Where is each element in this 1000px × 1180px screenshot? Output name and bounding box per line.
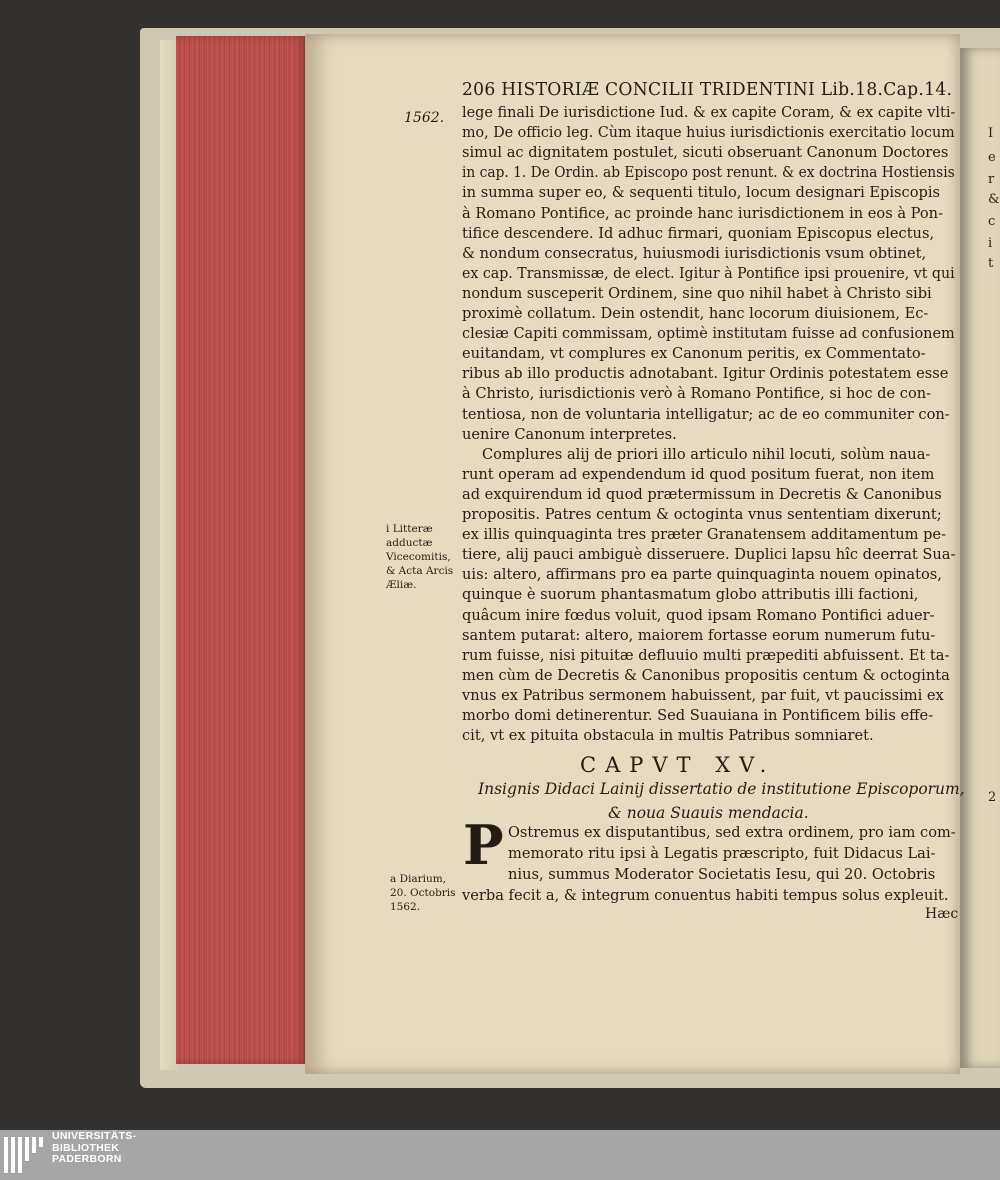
body-line: ad exquirendum id quod prætermissum in Decretis & Canonibus (462, 485, 942, 503)
chapter-heading: CAPVT XV. (580, 753, 776, 777)
chapter-subtitle-2: & noua Suauis mendacia. (608, 804, 809, 822)
body-line: in cap. 1. De Ordin. ab Episcopo post renunt. & ex doctrina Hostiensis (462, 164, 955, 182)
body-line: men cùm de Decretis & Canonibus propositis centum & octoginta (462, 666, 950, 684)
body-line: tifice descendere. Id adhuc firmari, quoniam Episcopus electus, (462, 224, 935, 242)
chapter-line: verba fecit a, & integrum conuentus habiti tempus solus expleuit. (462, 887, 949, 904)
body-line: ex cap. Transmissæ, de elect. Igitur à Pontifice ipsi prouenire, vt qui (462, 264, 955, 282)
body-line: ribus ab illo productis adnotabant. Igitur Ordinis potestatem esse (462, 365, 949, 383)
body-line: tentiosa, non de voluntaria intelligatur; ac de eo communiter con- (462, 405, 950, 423)
catchword: Hæc (925, 906, 959, 922)
body-line: lege finali De iurisdictione Iud. & ex capite Coram, & ex capite vlti- (462, 104, 956, 121)
library-name-line-3: PADERBORN (52, 1153, 122, 1165)
margin-note-diarium: a Diarium, 20. Octobris 1562. (390, 873, 456, 913)
chapter-line: Ostremus ex disputantibus, sed extra ordinem, pro iam com- (508, 824, 956, 841)
body-line: ex illis quinquaginta tres præter Granatensem additamentum pe- (462, 526, 947, 544)
footer-bar (0, 1130, 1000, 1180)
library-name (52, 1131, 136, 1166)
body-line: runt operam ad expendendum id quod positum fuerat, non item (462, 465, 935, 483)
chapter-line: nius, summus Moderator Societatis Iesu, qui 20. Octobris (508, 866, 936, 883)
body-line: à Christo, iurisdictionis verò à Romano Pontifice, si hoc de con- (462, 385, 932, 403)
body-line: tiere, alij pauci ambiguè disseruere. Duplici lapsu hîc deerrat Sua- (462, 546, 956, 564)
next-page-mark: r (988, 172, 995, 187)
next-page-mark: e (988, 150, 996, 165)
body-line: rum fuisse, nisi pituitæ defluuio multi præpediti abfuissent. Et ta- (462, 646, 950, 664)
chapter-subtitle-1: Insignis Didaci Lainij dissertatio de institutione Episcoporum, (478, 780, 965, 798)
body-line: mo, De officio leg. Cùm itaque huius iurisdictionis exercitatio locum (462, 124, 955, 142)
body-line: à Romano Pontifice, ac proinde hanc iurisdictionem in eos à Pon- (462, 204, 944, 222)
next-page-mark: I (988, 126, 994, 141)
year-margin: 1562. (404, 110, 445, 126)
library-logo-icon (4, 1133, 48, 1177)
body-line: in summa super eo, & sequenti titulo, locum designari Episcopis (462, 184, 940, 202)
body-line: quâcum inire fœdus voluit, quod ipsam Romano Pontifici aduer- (462, 606, 935, 624)
body-line: vnus ex Patribus sermonem habuissent, par fuit, vt paucissimi ex (462, 686, 944, 704)
next-page-mark: t (988, 256, 994, 271)
body-line: uis: altero, affirmans pro ea parte quinquaginta nouem opinatos, (462, 566, 942, 584)
margin-note-litterae: i Litteræ adductæ Vicecomitis, & Acta Arcis Æliæ. (386, 523, 454, 591)
red-page-edges (176, 36, 308, 1064)
body-line: & nondum consecratus, huiusmodi iurisdictionis vsum obtinet, (462, 244, 927, 262)
running-head: 206 HISTORIÆ CONCILII TRIDENTINI Lib.18.Cap.14. (462, 80, 953, 100)
body-line: proximè collatum. Dein ostendit, hanc locorum diuisionem, Ec- (462, 305, 929, 322)
chapter-line: memorato ritu ipsi à Legatis præscripto, fuit Didacus Lai- (508, 845, 936, 862)
body-line: clesiæ Capiti commissam, optimè institutam fuisse ad confusionem (462, 325, 955, 343)
body-line: nondum susceperit Ordinem, sine quo nihil habet à Christo sibi (462, 284, 932, 302)
next-page-mark: & (988, 192, 1000, 207)
body-line: simul ac dignitatem postulet, sicuti obseruant Canonum Doctores (462, 144, 949, 162)
body-line: quinque è suorum phantasmatum globo attributis illi factioni, (462, 586, 919, 604)
body-line: morbo domi detinerentur. Sed Suauiana in Pontificem bilis effe- (462, 707, 934, 724)
library-name-line-2: BIBLIOTHEK (52, 1141, 120, 1154)
body-line: propositis. Patres centum & octoginta vnus sententiam dixerunt; (462, 506, 942, 523)
body-line: euitandam, vt complures ex Canonum peritis, ex Commentato- (462, 345, 926, 363)
next-page-mark: c (988, 214, 996, 229)
library-name-line-1: UNIVERSITÄTS- (52, 1130, 137, 1142)
body-line: cit, vt ex pituita obstacula in multis Patribus somniaret. (462, 727, 874, 745)
next-page-mark: i (988, 236, 993, 251)
next-page-mark: 2 (988, 790, 997, 805)
body-line: uenire Canonum interpretes. (462, 425, 677, 443)
body-line: Complures alij de priori illo articulo nihil locuti, solùm naua- (482, 445, 931, 463)
body-line: santem putarat: altero, maiorem fortasse eorum numerum futu- (462, 626, 936, 644)
drop-cap: P (463, 813, 504, 877)
